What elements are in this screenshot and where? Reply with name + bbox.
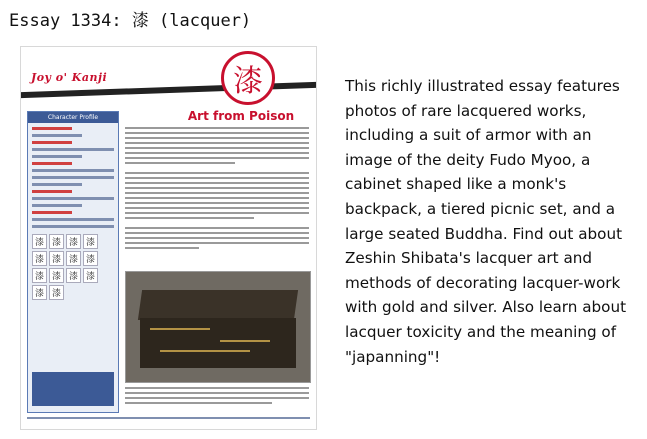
stroke-cell: 漆 bbox=[66, 251, 81, 266]
stroke-cell: 漆 bbox=[49, 268, 64, 283]
profile-line bbox=[32, 211, 72, 214]
character-profile bbox=[27, 111, 119, 413]
thumbnail-header bbox=[21, 47, 316, 103]
profile-line bbox=[32, 204, 82, 207]
photo-caption bbox=[125, 387, 309, 407]
profile-line bbox=[32, 141, 72, 144]
stroke-cell: 漆 bbox=[32, 285, 47, 300]
box-front bbox=[140, 318, 296, 368]
stroke-cell: 漆 bbox=[83, 268, 98, 283]
page-footer bbox=[27, 417, 310, 419]
brand-logo: Joy o' Kanji bbox=[31, 71, 108, 84]
stroke-cell: 漆 bbox=[83, 251, 98, 266]
profile-line bbox=[32, 197, 114, 200]
stroke-order-grid bbox=[32, 234, 114, 300]
essay-thumbnail[interactable] bbox=[20, 46, 317, 430]
profile-line bbox=[32, 169, 114, 172]
stroke-cell: 漆 bbox=[66, 268, 81, 283]
profile-line bbox=[32, 218, 114, 221]
description-text: This richly illustrated essay features photos of rare lacquered works, including a suit of armor with an image of the deity Fudo Myoo, a cabinet shaped like a monk's backpack, a tiered picnic set, and a large seated Buddha. Find out about Zeshin Shibata's lacquer art and methods of decorating lacquer-work with gold and silver. Also learn about lacquer toxicity and the meaning of "japanning"! bbox=[345, 77, 627, 366]
profile-header: Character Profile bbox=[28, 112, 118, 123]
profile-line bbox=[32, 134, 82, 137]
profile-line bbox=[32, 183, 82, 186]
essay-description bbox=[345, 74, 641, 369]
essay-title: Essay 1334: 漆 (lacquer) bbox=[9, 11, 252, 31]
profile-line bbox=[32, 155, 82, 158]
stroke-cell: 漆 bbox=[49, 251, 64, 266]
stroke-cell: 漆 bbox=[32, 268, 47, 283]
stroke-cell: 漆 bbox=[83, 234, 98, 249]
stroke-cell: 漆 bbox=[66, 234, 81, 249]
profile-line bbox=[32, 176, 114, 179]
profile-line bbox=[32, 127, 72, 130]
profile-line bbox=[32, 225, 114, 228]
stroke-cell: 漆 bbox=[32, 251, 47, 266]
stroke-cell: 漆 bbox=[49, 234, 64, 249]
read-all-box bbox=[32, 372, 114, 406]
stroke-cell: 漆 bbox=[49, 285, 64, 300]
profile-line bbox=[32, 190, 72, 193]
lacquer-box-photo bbox=[125, 271, 311, 383]
box-lid bbox=[138, 290, 298, 320]
profile-line bbox=[32, 148, 114, 151]
kanji-emblem: 漆 bbox=[221, 51, 275, 105]
essay-body-text bbox=[125, 127, 309, 252]
profile-line bbox=[32, 162, 72, 165]
stroke-cell: 漆 bbox=[32, 234, 47, 249]
essay-heading: Art from Poison bbox=[187, 109, 295, 123]
